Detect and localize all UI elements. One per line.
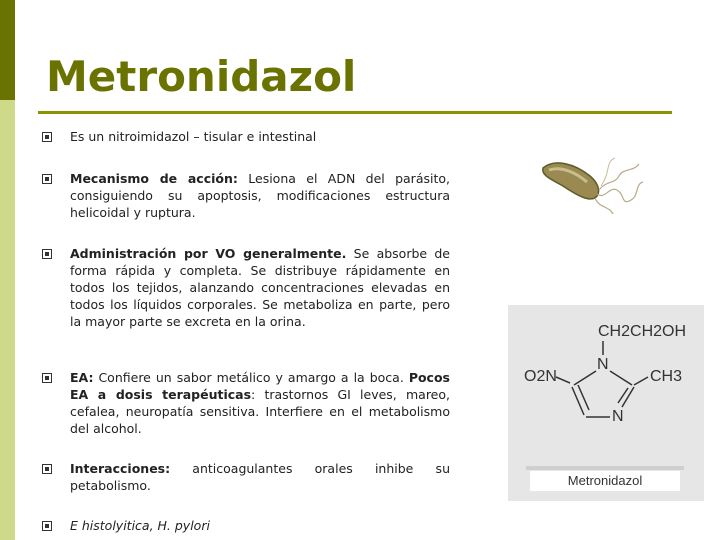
bullet-heading: Interacciones: [70,461,171,476]
bullet-marker-icon [42,174,52,184]
bullet-text [70,170,450,221]
bacteria-image [535,150,650,220]
bullet-marker-icon [42,521,52,531]
bullet-body-secondary: : trastornos GI leves, mareo, cefalea, neuropatía sensitiva. Interfiere en el metabolismo del alcohol. [70,387,450,436]
slide-title: Metronidazol [46,52,357,101]
bullet-marker-icon [42,373,52,383]
title-underline [38,111,672,114]
bullet-marker-icon [42,132,52,142]
bullet-text [70,245,450,330]
structure-sub-right: CH3 [650,368,683,385]
bullet-text [70,128,450,145]
bullet-body: Confiere un sabor metálico y amargo a la boca. [93,370,409,385]
structure-atom-n3: N [612,408,624,425]
bullet-marker-icon [42,249,52,259]
metronidazol-structure-image [508,305,704,501]
bullet-body: Es un nitroimidazol – tisular e intestinal [70,129,317,144]
bullet-heading: Administración por VO generalmente. [70,246,347,261]
sidebar-accent-light [0,100,15,540]
bullet-marker-icon [42,464,52,474]
structure-sub-top: CH2CH2OH [598,323,687,340]
bullet-body: anticoagulantes orales inhibe su petabolismo. [70,461,450,493]
bullet-heading: EA: [70,370,94,385]
bullet-body: E histolyitica, H. pylori [70,518,210,533]
bullet-heading-secondary: Pocos EA a dosis terapéuticas [70,370,450,402]
bullet-body: Se absorbe de forma rápida y completa. Se distribuye rápidamente en todos los tejidos, alanzando concentraciones elevadas en todos los líquidos corporales. Se metaboliza en parte, pero la mayor parte se excreta en la orina. [70,246,450,329]
bullet-text [70,369,450,437]
bullet-text [70,517,450,534]
structure-atom-n1: N [597,356,609,373]
bullet-text [70,460,450,494]
structure-label: Metronidazol [530,471,680,491]
bullet-heading: Mecanismo de acción: [70,171,238,186]
bullet-body: Lesiona el ADN del parásito, consiguiendo su apoptosis, modificaciones estructura helicoidal y ruptura. [70,171,450,220]
sidebar-accent-dark [0,0,15,100]
structure-sub-left: O2N [524,368,557,385]
